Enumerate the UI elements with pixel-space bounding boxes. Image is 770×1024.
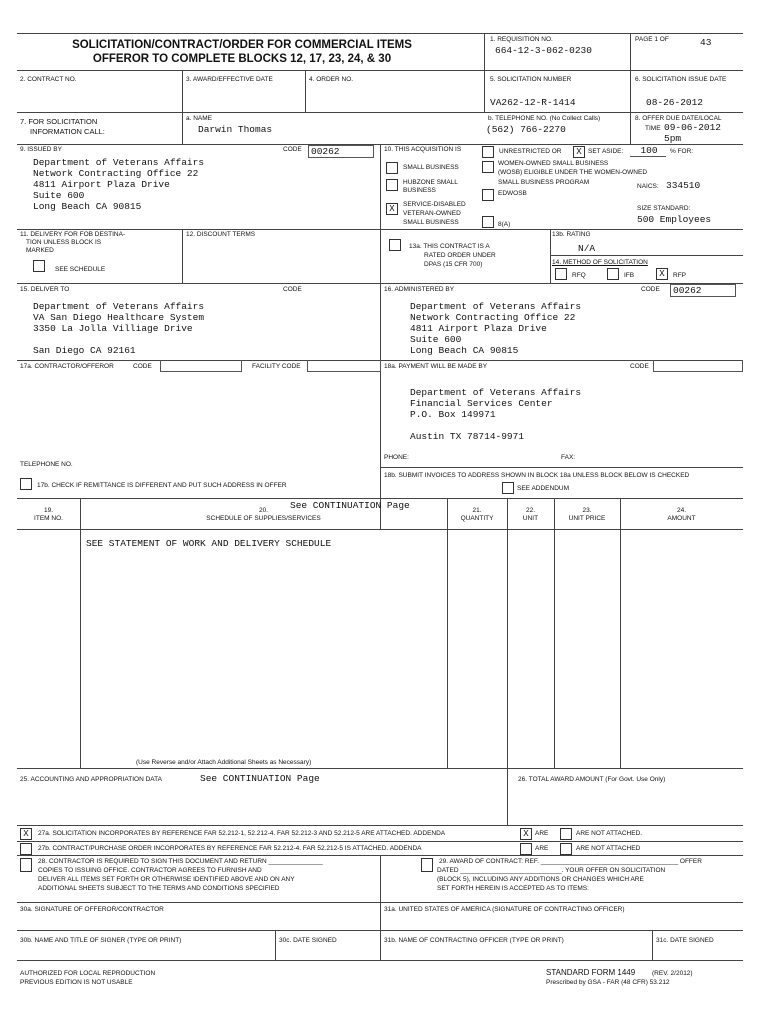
accounting-value: See CONTINUATION Page xyxy=(200,773,320,784)
29-line-4: SET FORTH HEREIN IS ACCEPTED AS TO ITEMS: xyxy=(437,885,589,892)
schedule-header: 20. xyxy=(258,507,269,514)
footer-previous-edition: PREVIOUS EDITION IS NOT USABLE xyxy=(20,979,133,986)
payment-phone-label: PHONE: xyxy=(384,454,409,461)
quantity-header-2: QUANTITY xyxy=(460,515,494,522)
payment-code-field[interactable] xyxy=(653,360,743,372)
footer-prescribed: Prescribed by GSA - FAR (48 CFR) 53.212 xyxy=(546,979,670,986)
contractor-code-label: CODE xyxy=(133,363,152,370)
quantity-header: 21. xyxy=(472,507,482,514)
rated-order-label: 13a. THIS CONTRACT IS A xyxy=(409,243,490,250)
rfp-checkbox[interactable]: X xyxy=(656,268,668,280)
method-label: 14. METHOD OF SOLICITATION xyxy=(552,259,648,266)
contracting-officer-name-label: 31b. NAME OF CONTRACTING OFFICER (TYPE OR PRINT) xyxy=(384,937,564,944)
offeror-date-label: 30c. DATE SIGNED xyxy=(279,937,337,944)
addendum-checkbox[interactable] xyxy=(502,482,514,494)
issued-by-label: 9. ISSUED BY xyxy=(20,146,62,153)
27b-label: 27b. CONTRACT/PURCHASE ORDER INCORPORATES BY REFERENCE FAR 52.212-4. FAR 52.212-5 IS ATTACHED. ADDENDA xyxy=(38,845,422,852)
27a-are-checkbox[interactable]: X xyxy=(520,828,532,840)
unit-header-2: UNIT xyxy=(522,515,539,522)
edwosb-checkbox[interactable] xyxy=(482,189,494,201)
administered-by-address: Department of Veterans Affairs Network Contracting Office 22 4811 Airport Plaza Drive Suite 600 Long Beach CA 90815 xyxy=(410,301,582,356)
27b-are-label: ARE xyxy=(535,845,549,852)
payment-address: Department of Veterans Affairs Financial Services Center P.O. Box 149971 Austin TX 78714-9971 xyxy=(410,387,582,442)
rfp-label: RFP xyxy=(673,272,686,279)
27b-are-checkbox[interactable] xyxy=(520,843,532,855)
size-standard[interactable]: 500 Employees xyxy=(637,214,712,225)
28-line-3: DELIVER ALL ITEMS SET FORTH OR OTHERWISE IDENTIFIED ABOVE AND ON ANY xyxy=(38,876,295,883)
addendum-label: SEE ADDENDUM xyxy=(517,485,570,492)
contractor-label: 17a. CONTRACTOR/OFFEROR xyxy=(20,363,114,370)
ifb-checkbox[interactable] xyxy=(607,268,619,280)
schedule-continuation: See CONTINUATION Page xyxy=(290,500,410,511)
rated-order-label-2: RATED ORDER UNDER xyxy=(424,252,496,259)
total-award-label: 26. TOTAL AWARD AMOUNT (For Govt. Use Only) xyxy=(518,776,666,783)
unrestricted-checkbox[interactable] xyxy=(482,146,494,158)
issued-by-code[interactable]: 00262 xyxy=(308,145,374,158)
form-title: SOLICITATION/CONTRACT/ORDER FOR COMMERCIAL ITEMS xyxy=(72,39,412,51)
edwosb-label: EDWOSB xyxy=(498,190,527,197)
sdvosb-checkbox[interactable]: X xyxy=(386,203,398,215)
27a-not-attached-label: ARE NOT ATTACHED. xyxy=(576,830,643,837)
see-schedule-label: SEE SCHEDULE xyxy=(55,266,106,273)
hubzone-label-2: BUSINESS xyxy=(403,187,436,194)
28-line-4: ADDITIONAL SHEETS SUBJECT TO THE TERMS AND CONDITIONS SPECIFIED xyxy=(38,885,280,892)
payment-by-label: 18a. PAYMENT WILL BE MADE BY xyxy=(384,363,488,370)
28-line-2: COPIES TO ISSUING OFFICE. CONTRACTOR AGREES TO FURNISH AND xyxy=(38,867,262,874)
29-line-3: (BLOCK 5), INCLUDING ANY ADDITIONS OR CHANGES WHICH ARE xyxy=(437,876,644,883)
payment-fax-label: FAX: xyxy=(561,454,576,461)
fob-label-2: TION UNLESS BLOCK IS xyxy=(26,239,102,246)
wosb-label-2: (WOSB) ELIGIBLE UNDER THE WOMEN-OWNED xyxy=(498,169,648,176)
offer-due-time[interactable]: 5pm xyxy=(664,133,682,144)
unit-price-header: 23. xyxy=(582,507,592,514)
solicitation-number-label: 5. SOLICITATION NUMBER xyxy=(490,76,572,83)
deliver-to-code-label: CODE xyxy=(283,286,302,293)
order-no-label: 4. ORDER NO. xyxy=(309,76,354,83)
issue-date[interactable]: 08-26-2012 xyxy=(646,97,704,108)
contracting-officer-signature-label: 31a. UNITED STATES OF AMERICA (SIGNATURE OF CONTRACTING OFFICER) xyxy=(384,906,625,913)
contact-name[interactable]: Darwin Thomas xyxy=(198,124,273,135)
unit-price-header-2: UNIT PRICE xyxy=(568,515,606,522)
footer-form-name: STANDARD FORM 1449 xyxy=(546,968,636,977)
see-schedule-checkbox[interactable] xyxy=(33,260,45,272)
form-subtitle: OFFEROR TO COMPLETE BLOCKS 12, 17, 23, 24, & 30 xyxy=(92,53,392,65)
schedule-body-text: SEE STATEMENT OF WORK AND DELIVERY SCHEDULE xyxy=(86,538,332,549)
footer-reproduction: AUTHORIZED FOR LOCAL REPRODUCTION xyxy=(20,970,156,977)
requisition-value[interactable]: 664-12-3-062-0230 xyxy=(495,45,592,56)
27b-not-attached-label: ARE NOT ATTACHED xyxy=(576,845,641,852)
remittance-checkbox[interactable] xyxy=(20,478,32,490)
27a-not-attached-checkbox[interactable] xyxy=(560,828,572,840)
telephone-value[interactable]: (562) 766-2270 xyxy=(486,124,566,135)
offer-due-date[interactable]: 09-06-2012 xyxy=(664,122,722,133)
28-line-1: 28. CONTRACTOR IS REQUIRED TO SIGN THIS DOCUMENT AND RETURN _______________ xyxy=(38,858,323,865)
award-date-label: 3. AWARD/EFFECTIVE DATE xyxy=(186,76,273,83)
29-line-1: 29. AWARD OF CONTRACT: REF. ______________________________________ OFFER xyxy=(439,858,702,865)
contract-no-label: 2. CONTRACT NO. xyxy=(20,76,77,83)
info-call-label: 7. FOR SOLICITATION xyxy=(20,117,98,126)
offeror-signature-label: 30a. SIGNATURE OF OFFEROR/CONTRACTOR xyxy=(20,906,164,913)
remittance-label: 17b. CHECK IF REMITTANCE IS DIFFERENT AND PUT SUCH ADDRESS IN OFFER xyxy=(37,482,287,489)
submit-invoices-label: 18b. SUBMIT INVOICES TO ADDRESS SHOWN IN BLOCK 18a UNLESS BLOCK BELOW IS CHECKED xyxy=(384,472,690,479)
sdvosb-label: SERVICE-DISABLED xyxy=(403,201,466,208)
item-no-header-2: ITEM NO. xyxy=(34,515,63,522)
small-business-checkbox[interactable] xyxy=(386,162,398,174)
wosb-checkbox[interactable] xyxy=(482,161,494,173)
rfq-label: RFQ xyxy=(572,272,586,279)
administered-by-label: 16. ADMINISTERED BY xyxy=(384,286,455,293)
page-count: 43 xyxy=(700,37,712,48)
set-aside-label: SET ASIDE: xyxy=(588,148,624,155)
rating-value[interactable]: N/A xyxy=(578,243,596,254)
reverse-note: (Use Reverse and/or Attach Additional Sheets as Necessary) xyxy=(136,759,312,766)
28-checkbox[interactable] xyxy=(20,858,32,872)
eight-a-label: 8(A) xyxy=(498,221,511,228)
facility-code-label: FACILITY CODE xyxy=(252,363,301,370)
unit-header: 22. xyxy=(525,507,536,514)
item-no-header: 19. xyxy=(43,507,54,514)
rated-order-label-3: DPAS (15 CFR 700) xyxy=(424,261,483,268)
accounting-label: 25. ACCOUNTING AND APPROPRIATION DATA xyxy=(20,776,162,783)
hubzone-checkbox[interactable] xyxy=(386,179,398,191)
telephone-label: b. TELEPHONE NO. (No Collect Calls) xyxy=(488,115,601,122)
fob-label: 11. DELIVERY FOR FOB DESTINA- xyxy=(20,231,126,238)
sdvosb-label-3: SMALL BUSINESS xyxy=(403,219,459,226)
issued-by-code-label: CODE xyxy=(283,146,302,153)
small-business-label: SMALL BUSINESS xyxy=(403,164,459,171)
amount-header: 24. xyxy=(676,507,687,514)
27b-checkbox[interactable] xyxy=(20,843,32,855)
solicitation-number[interactable]: VA262-12-R-1414 xyxy=(490,97,576,108)
fob-label-3: MARKED xyxy=(26,247,54,254)
contractor-telephone-label: TELEPHONE NO. xyxy=(20,461,73,468)
payment-code-label: CODE xyxy=(630,363,649,370)
hubzone-label: HUBZONE SMALL xyxy=(403,179,458,186)
rated-order-checkbox[interactable] xyxy=(389,239,401,251)
offer-time-label: TIME xyxy=(645,125,661,132)
27a-are-label: ARE xyxy=(535,830,549,837)
offer-due-label: 8. OFFER DUE DATE/LOCAL xyxy=(635,115,722,122)
acquisition-label: 10. THIS ACQUISITION IS xyxy=(384,146,462,153)
administered-by-code[interactable]: 00262 xyxy=(670,284,736,297)
signer-name-label: 30b. NAME AND TITLE OF SIGNER (TYPE OR PRINT) xyxy=(20,937,182,944)
contracting-officer-date-label: 31c. DATE SIGNED xyxy=(656,937,714,944)
set-aside-checkbox[interactable]: X xyxy=(573,146,585,158)
schedule-header-2: SCHEDULE OF SUPPLIES/SERVICES xyxy=(206,515,321,522)
deliver-to-label: 15. DELIVER TO xyxy=(20,286,70,293)
rating-label: 13b. RATING xyxy=(552,231,591,238)
29-checkbox[interactable] xyxy=(421,858,433,872)
amount-header-2: AMOUNT xyxy=(667,515,696,522)
requisition-label: 1. REQUISITION NO. xyxy=(490,36,553,43)
ifb-label: IFB xyxy=(624,272,635,279)
percent-for-label: % FOR: xyxy=(670,148,694,155)
issue-date-label: 6. SOLICITATION ISSUE DATE xyxy=(635,76,727,83)
page-label: PAGE 1 OF xyxy=(635,36,669,43)
wosb-label: WOMEN-OWNED SMALL BUSINESS xyxy=(498,160,609,167)
contractor-code-field[interactable] xyxy=(160,360,242,372)
facility-code-field[interactable] xyxy=(307,360,381,372)
unrestricted-label: UNRESTRICTED OR xyxy=(499,148,562,155)
info-call-label-2: INFORMATION CALL: xyxy=(30,127,105,136)
footer-revision: (REV. 2/2012) xyxy=(652,970,693,977)
wosb-label-3: SMALL BUSINESS PROGRAM xyxy=(498,179,590,186)
deliver-to-address: Department of Veterans Affairs VA San Diego Healthcare System 3350 La Jolla Villiage Drive San Diego CA 92161 xyxy=(33,301,205,356)
29-line-2: DATED ____________________________. YOUR OFFER ON SOLICITATION xyxy=(437,867,666,874)
naics-label: NAICS: xyxy=(637,183,659,190)
issued-by-address: Department of Veterans Affairs Network Contracting Office 22 4811 Airport Plaza Drive Suite 600 Long Beach CA 90815 xyxy=(33,157,205,212)
naics-code[interactable]: 334510 xyxy=(666,180,701,191)
rfq-checkbox[interactable] xyxy=(555,268,567,280)
sdvosb-label-2: VETERAN-OWNED xyxy=(403,210,461,217)
27b-not-attached-checkbox[interactable] xyxy=(560,843,572,855)
contact-name-label: a. NAME xyxy=(186,115,213,122)
27a-label: 27a. SOLICITATION INCORPORATES BY REFERENCE FAR 52.212-1, 52.212-4. FAR 52.212-3 AND 52.212-5 ARE ATTACHED. ADDENDA xyxy=(38,830,446,837)
27a-checkbox[interactable]: X xyxy=(20,828,32,840)
size-standard-label: SIZE STANDARD: xyxy=(637,205,691,212)
set-aside-percent[interactable]: 100 xyxy=(630,145,666,157)
administered-by-code-label: CODE xyxy=(641,286,660,293)
discount-terms-label: 12. DISCOUNT TERMS xyxy=(186,231,256,238)
eight-a-checkbox[interactable] xyxy=(482,216,494,228)
